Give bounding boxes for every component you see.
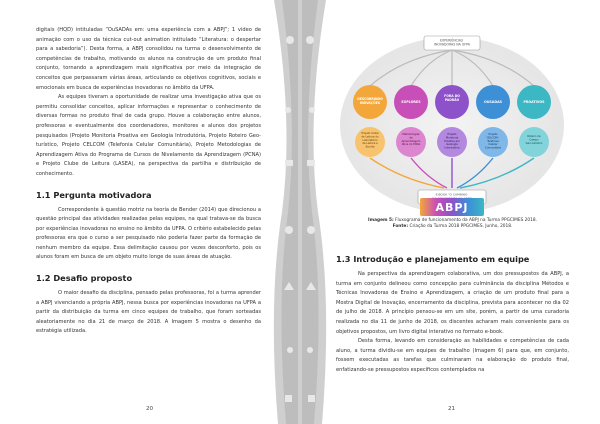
caption-source: Criação da Turma 2018 PPGCIMES. Junho, 2018. [409, 224, 513, 230]
abpj-logo [420, 198, 484, 216]
left-page [0, 0, 298, 424]
page-number: 21 [448, 406, 455, 412]
svg-text:EXPLORES: EXPLORES [401, 100, 421, 104]
section-heading-desafio-proposto: 1.2 Desafio proposto [36, 273, 133, 284]
decorative-pattern-icon [268, 0, 298, 424]
svg-text:MetodologiasdeAprendizagemAtiv: Metodologias de Aprendizagem Ativa do PCNA [401, 133, 421, 147]
paragraph: Na perspectiva da aprendizagem colaborativa, um dos pressupostos da ABPJ, a turma em conjunto delineou como concepção para culminância da disciplina Métodos e Técnicas Inovadoras de Ensino e Aprendizagem, a criação de um produto final para a Mostra Digital de Inovação, encerramento da disciplina, prevista para acontecer no dia 02 de julho de 2018. A princípio pensou-se em um site, porém, a partir de uma curadoria realizada no dia 11 de junho de 2018, os discentes acharam mais conveniente para os objetivos propostos, um livro digital interativo no formato e-book. [336, 271, 569, 335]
figure-caption [336, 218, 569, 230]
left-page-body [36, 26, 261, 337]
right-page [302, 0, 600, 424]
svg-text:ProjetoMonitoriaProativa emGeo: Projeto Monitoria Proativa em Geologia Introdutória [444, 133, 460, 150]
page-number: 20 [146, 406, 153, 412]
decorative-pattern-strip [268, 0, 298, 424]
decorative-pattern-strip [302, 0, 332, 424]
section-heading-pergunta-motivadora: 1.1 Pergunta motivadora [36, 189, 152, 200]
section-heading-introducao: 1.3 Introdução e planejamento em equipe [336, 254, 530, 264]
decorative-pattern-icon [302, 0, 332, 424]
svg-text:Projeto Clubede Leitura doLabo: Projeto Clube de Leitura do Laboratório de Leitura e Escrita [361, 132, 379, 149]
svg-text:PROATIVOS: PROATIVOS [523, 100, 545, 104]
svg-text:Roteiro deCampoGeo-turístico: Roteiro de Campo Geo-turístico [525, 135, 543, 145]
paragraph: Desta forma, levando em consideração as habilidades e competências de cada aluno, a turma dividiu-se em equipes de trabalho (Imagem 6) para que, em conjunto, fossem executadas as tarefas que culminaram na elaboração do produto final, enfatizando-se pressupostos específicos contemplados na [336, 338, 569, 373]
caption-label: Imagem 5: [368, 218, 394, 223]
caption-source-label: Fonte: [392, 224, 409, 230]
caption-text: Fluxograma de funcionamento da ABPJ na Turma PPGCIMES 2018. [395, 218, 537, 223]
paragraph: Correspondente à questão motriz na teoria de Bender (2014) que direcionou a questão principal das atividades realizadas pelas equipes, na qual tratava-se da busca por experiências inovadoras no ensino no âmbito da UFPA. O critério estabelecido pelas professoras era que o curso a ser pesquisado não poderia fazer parte da formação de nenhum membro da equipe. Essa delimitação causou por vezes desconforto, pois os alunos foram em busca de um objeto muito longe de suas áreas de atuação. [36, 206, 261, 261]
paragraph: As equipes tiveram a oportunidade de realizar uma investigação ativa que os permitiu consolidar conceitos, aplicar informações e representar o conhecimento de diversas formas no produto final de cada grupo. Houve a colaboração entre alunos, professoras e eventualmente dos coordenadores, monitores e alunos dos projetos pesquisados (Projeto Monitoria Proativa em Geologia Introdutória, Projeto Roteiro Geo-turístico, Projeto CELCOM (Telefonia Celular Comunitária), Projeto Metodologias de Aprendizagem Ativa do Programa de Cursos de Nivelamento da Aprendizagem (PCNA) e Projeto Clube de Leitura (LASEA), na perspectiva da partilha e distribuição de conhecimento. [36, 94, 261, 177]
paragraph: digitais (HQD) intituladas “OuSADAs em: uma experiência com a ABPJ”; 1 vídeo de animação com o uso da técnica cut-out animation intitulado “Literatura: o despertar para a sabedoria”). Desta forma, a ABPJ consolidou na turma o desenvolvimento de competências de trabalho, motivando os alunos na construção de um produto final conjunto, tornando a aprendizagem mais significativa por meio da integração de conceitos que perpassaram várias áreas, articulando os objetivos cognitivos, sociais e emocionais em busca de experiências inovadoras no âmbito da UFPA. [36, 27, 261, 91]
abpj-logo-text: ABPJ [435, 200, 469, 214]
svg-text:DESCOBRINDOINOVAÇÕES: DESCOBRINDO INOVAÇÕES [357, 97, 383, 105]
abpj-flowchart [332, 30, 572, 215]
svg-text:ProjetoCELCOM -TelefoniaCelula: Projeto CELCOM -Telefonia Celular Comunitária [485, 133, 501, 150]
bottom-label-text: E-BOOK "O CAMINHO [435, 192, 468, 197]
group-circle [435, 85, 469, 119]
svg-text:FORA DOPADRÃO: FORA DO PADRÃO [444, 94, 460, 102]
right-page-body [336, 254, 569, 376]
paragraph: O maior desafio da disciplina, pensado pelas professoras, foi a turma aprender a ABPJ vivenciando a própria ABPJ, nessa busca por experiências inovadoras na UFPA a partir da distribuição da turma em cinco equipes de trabalho, que foram sorteadas aleatoriamente no dia 21 de março de 2018. A Imagem 5 mostra o desenho da estratégia utilizada. [36, 290, 261, 335]
top-label-text: EXPERIÊNCIAS INOVADORAS NA UFPA [434, 38, 470, 47]
svg-text:OUSADAS: OUSADAS [483, 100, 503, 104]
